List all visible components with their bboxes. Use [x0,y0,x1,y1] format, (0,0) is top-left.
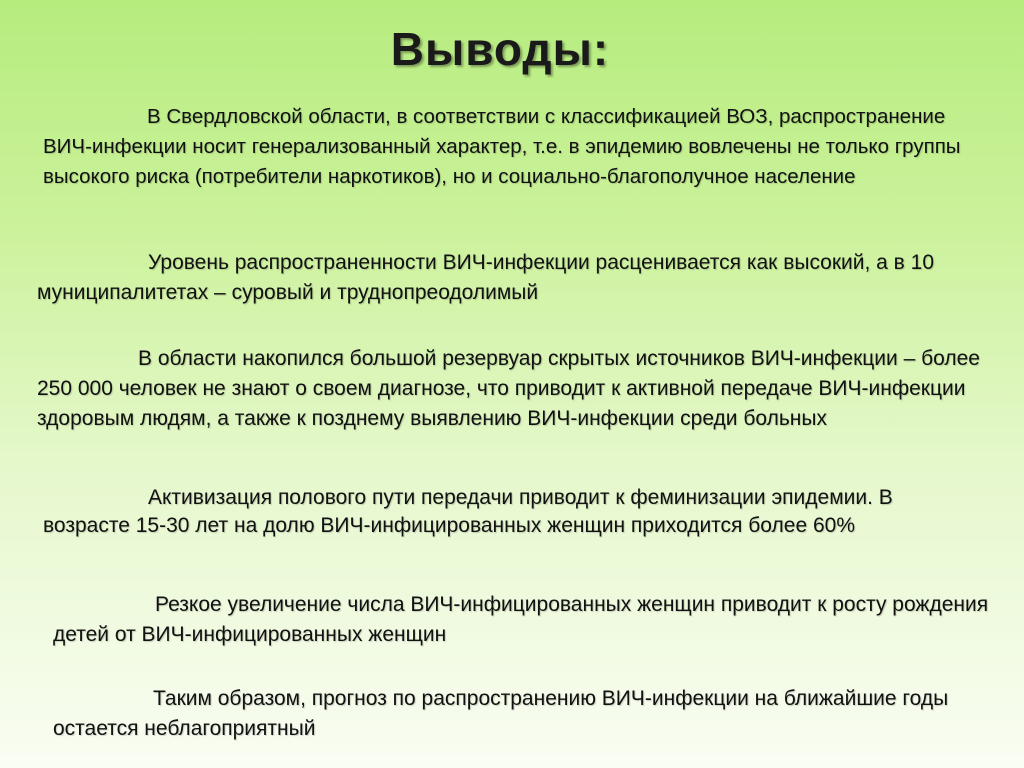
paragraph-text: Активизация полового пути передачи приводит к феминизации эпидемии. В возрасте 15-30 лет на долю ВИЧ-инфицированных женщин приходится более 60% [43,486,893,537]
conclusion-paragraph-3 [37,344,997,434]
conclusion-paragraph-5 [53,590,993,650]
paragraph-text: В Свердловской области, в соответствии с классификацией ВОЗ, распространение ВИЧ-инфекции носит генерализованный характер, т.е. в эпидемию вовлечены не только группы высокого риска (потребители наркотиков), но и социально-благополучное население [43,105,961,188]
paragraph-text: Таким образом, прогноз по распространению ВИЧ-инфекции на ближайшие годы остается неблагоприятный [53,687,949,740]
paragraph-text: Резкое увеличение числа ВИЧ-инфицированных женщин приводит к росту рождения детей от ВИЧ-инфицированных женщин [53,593,989,646]
conclusion-paragraph-6 [53,684,993,744]
slide-title: Выводы: [390,23,610,75]
conclusion-paragraph-2 [37,248,997,308]
paragraph-text: Уровень распространенности ВИЧ-инфекции расценивается как высокий, а в 10 муниципалитетах – суровый и труднопреодолимый [37,251,935,304]
conclusion-paragraph-1 [43,102,983,192]
paragraph-text: В области накопился большой резервуар скрытых источников ВИЧ-инфекции – более 250 000 человек не знают о своем диагнозе, что приводит к активной передаче ВИЧ-инфекции здоровым людям, а также к позднему выявлению ВИЧ-инфекции среди больных [37,347,980,430]
conclusion-paragraph-4 [43,484,983,540]
